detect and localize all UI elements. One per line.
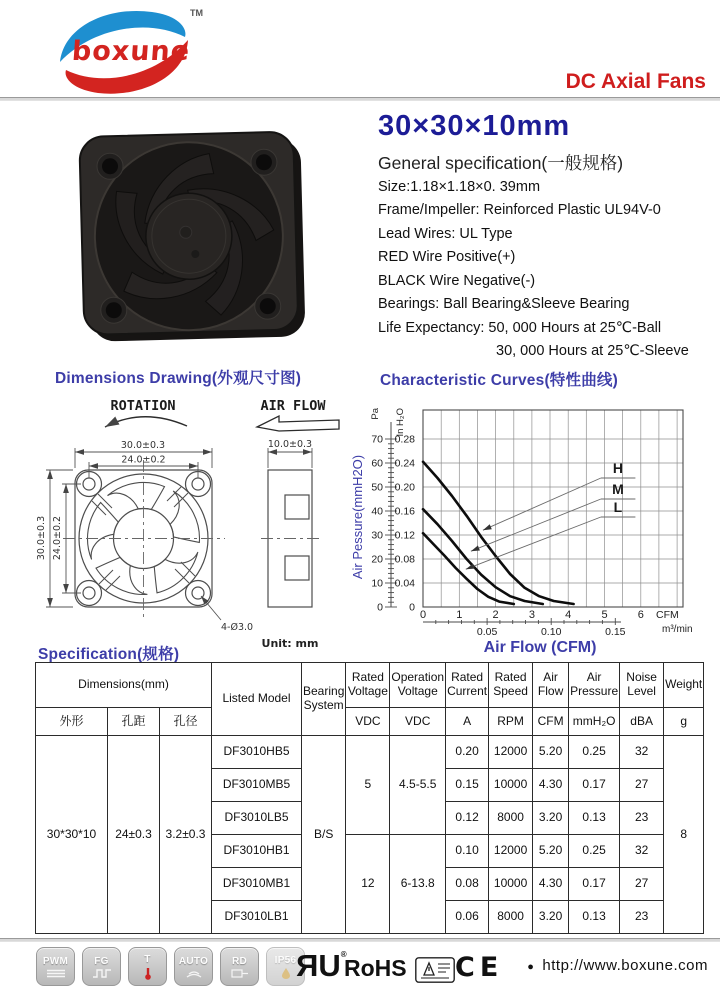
cell-model: DF3010LB1 xyxy=(212,901,302,934)
subcol-dba: dBA xyxy=(620,708,664,736)
spec-line-redwire: RED Wire Positive(+) xyxy=(378,249,516,266)
curves-chart-svg xyxy=(350,392,706,658)
cell-model: DF3010HB5 xyxy=(212,736,302,769)
svg-text:40: 40 xyxy=(371,505,383,518)
cell-noise: 32 xyxy=(620,835,664,868)
dim-thickness-label: 10.0±0.3 xyxy=(267,439,313,450)
subcol-g: g xyxy=(664,708,704,736)
svg-text:70: 70 xyxy=(371,433,383,446)
website-url[interactable]: ● http://www.boxune.com xyxy=(527,957,708,974)
cell-pressure: 0.13 xyxy=(569,901,620,934)
curves-heading: Characteristic Curves(特性曲线) xyxy=(380,372,618,389)
cell-hole-pitch: 24±0.3 xyxy=(108,736,160,934)
cell-current: 0.06 xyxy=(446,901,489,934)
brand-logo xyxy=(50,2,210,98)
svg-text:0: 0 xyxy=(419,609,427,621)
airflow-arrow-icon xyxy=(257,416,339,431)
svg-text:Air Pessure(mmH2O): Air Pessure(mmH2O) xyxy=(350,454,365,580)
product-size-title: 30×30×10mm xyxy=(378,110,571,142)
pwm-lines-icon xyxy=(46,969,66,978)
cell-voltage-12: 12 xyxy=(346,835,390,934)
cell-model: DF3010LB5 xyxy=(212,802,302,835)
cell-voltage-5-range: 4.5-5.5 xyxy=(390,736,446,835)
svg-text:60: 60 xyxy=(371,457,383,470)
cell-flow: 4.30 xyxy=(533,868,569,901)
svg-text:0.04: 0.04 xyxy=(394,577,415,590)
svg-text:In H₂O: In H₂O xyxy=(395,408,406,437)
svg-text:0.10: 0.10 xyxy=(540,626,562,638)
ce-mark: CE xyxy=(455,952,504,983)
cell-flow: 4.30 xyxy=(533,769,569,802)
subcol-hole-dia: 孔径 xyxy=(160,708,212,736)
svg-text:0.15: 0.15 xyxy=(605,626,626,638)
svg-text:5: 5 xyxy=(601,609,608,621)
cell-speed: 12000 xyxy=(489,736,533,769)
cell-model: DF3010MB1 xyxy=(212,868,302,901)
svg-text:0.28: 0.28 xyxy=(394,433,415,446)
svg-text:H: H xyxy=(612,459,623,476)
unit-note: Unit: mm xyxy=(261,637,319,650)
trademark-symbol: TM xyxy=(190,8,203,18)
svg-text:0: 0 xyxy=(377,601,383,614)
cell-flow: 5.20 xyxy=(533,835,569,868)
col-noise-level: Noise Level xyxy=(620,663,664,708)
cell-speed: 8000 xyxy=(489,802,533,835)
dimensions-drawing xyxy=(35,390,365,656)
cell-hole-dia: 3.2±0.3 xyxy=(160,736,212,934)
rohs-mark: RoHS xyxy=(344,955,407,981)
dimension-lines-side xyxy=(268,448,312,468)
cell-noise: 23 xyxy=(620,901,664,934)
subcol-vdc1: VDC xyxy=(346,708,390,736)
spec-line-blackwire: BLACK Wire Negative(-) xyxy=(378,272,536,289)
cell-noise: 27 xyxy=(620,868,664,901)
brand-name: boxune xyxy=(70,36,192,67)
cell-flow: 3.20 xyxy=(533,901,569,934)
cell-current: 0.10 xyxy=(446,835,489,868)
dimensions-heading: Dimensions Drawing(外观尺寸图) xyxy=(55,370,302,387)
spec-line-frame: Frame/Impeller: Reinforced Plastic UL94V-0 xyxy=(378,202,661,219)
airflow-label: AIR FLOW xyxy=(260,398,326,414)
svg-text:0.24: 0.24 xyxy=(394,457,415,470)
dim-hole-span-label: 24.0±0.2 xyxy=(121,454,166,466)
ip56-badge: IP56 xyxy=(266,947,305,986)
svg-text:0.12: 0.12 xyxy=(394,529,415,542)
svg-text:Pa: Pa xyxy=(370,408,381,420)
subcol-vdc2: VDC xyxy=(390,708,446,736)
cell-noise: 32 xyxy=(620,736,664,769)
svg-text:10: 10 xyxy=(371,577,383,590)
rd-icon xyxy=(231,969,249,978)
subcol-a: A xyxy=(446,708,489,736)
cell-bearing: B/S xyxy=(302,736,346,934)
spec-line-life2: 30, 000 Hours at 25℃-Sleeve xyxy=(496,343,689,360)
svg-text:1: 1 xyxy=(456,609,463,621)
thermometer-icon xyxy=(143,967,153,980)
subcol-hole-pitch: 孔距 xyxy=(108,708,160,736)
svg-text:Air Flow (CFM): Air Flow (CFM) xyxy=(483,639,597,656)
svg-text:2: 2 xyxy=(492,609,499,621)
header-divider xyxy=(0,97,720,101)
svg-text:CFM: CFM xyxy=(656,609,679,621)
pwm-badge: PWM xyxy=(36,947,75,986)
product-photo-fan xyxy=(62,126,332,358)
fan-photo-graphic xyxy=(62,126,332,358)
cell-current: 0.15 xyxy=(446,769,489,802)
cell-noise: 27 xyxy=(620,769,664,802)
dim-hole-span-v-label: 24.0±0.2 xyxy=(52,515,63,561)
ul-recognized-mark: R U ® xyxy=(296,948,347,983)
cell-speed: 8000 xyxy=(489,901,533,934)
col-bearing: Bearing System xyxy=(302,663,346,736)
subcol-rpm: RPM xyxy=(489,708,533,736)
subcol-mmh2o: mmH₂O xyxy=(569,708,620,736)
svg-text:3: 3 xyxy=(528,609,535,621)
col-operation-voltage: Operation Voltage xyxy=(390,663,446,708)
col-rated-voltage: Rated Voltage xyxy=(346,663,390,708)
spec-line-life1: Life Expectancy: 50, 000 Hours at 25℃-Ball xyxy=(378,319,662,336)
cell-current: 0.08 xyxy=(446,868,489,901)
characteristic-curves-chart xyxy=(350,392,706,658)
cell-pressure: 0.13 xyxy=(569,802,620,835)
col-air-pressure: Air Pressure xyxy=(569,663,620,708)
cell-current: 0.20 xyxy=(446,736,489,769)
cell-current: 0.12 xyxy=(446,802,489,835)
col-rated-current: Rated Current xyxy=(446,663,489,708)
water-drop-icon xyxy=(281,968,291,979)
svg-text:20: 20 xyxy=(371,553,383,566)
tuv-badge-icon xyxy=(415,957,455,983)
bullet-icon: ● xyxy=(527,961,535,973)
spec-line-leadwires: Lead Wires: UL Type xyxy=(378,225,513,242)
cell-flow: 3.20 xyxy=(533,802,569,835)
cell-flow: 5.20 xyxy=(533,736,569,769)
col-rated-speed: Rated Speed xyxy=(489,663,533,708)
general-spec-heading: General specification(一般规格) xyxy=(378,153,624,173)
svg-text:4: 4 xyxy=(565,609,572,621)
svg-text:m³/min: m³/min xyxy=(662,624,693,635)
subcol-shape: 外形 xyxy=(36,708,108,736)
cell-speed: 10000 xyxy=(489,868,533,901)
svg-text:L: L xyxy=(613,498,623,515)
cell-shape: 30*30*10 xyxy=(36,736,108,934)
page-title: DC Axial Fans xyxy=(565,70,706,93)
subcol-cfm: CFM xyxy=(533,708,569,736)
cell-model: DF3010HB1 xyxy=(212,835,302,868)
cell-noise: 23 xyxy=(620,802,664,835)
svg-text:30: 30 xyxy=(371,529,383,542)
cell-speed: 12000 xyxy=(489,835,533,868)
general-spec-list xyxy=(378,176,714,364)
cell-speed: 10000 xyxy=(489,769,533,802)
spec-table-heading: Specification(规格) xyxy=(38,646,180,663)
tuv-certification-badge xyxy=(415,957,455,988)
cell-pressure: 0.17 xyxy=(569,868,620,901)
dim-width-label: 30.0±0.3 xyxy=(120,440,166,451)
cell-voltage-5: 5 xyxy=(346,736,390,835)
col-weight: Weight xyxy=(664,663,704,708)
feature-badges xyxy=(36,947,305,986)
svg-text:0.08: 0.08 xyxy=(394,553,415,566)
svg-text:M: M xyxy=(612,480,624,497)
svg-text:0.05: 0.05 xyxy=(476,626,498,638)
spec-line-size: Size:1.18×1.18×0. 39mm xyxy=(378,179,541,195)
specification-table xyxy=(35,662,704,934)
cell-model: DF3010MB5 xyxy=(212,769,302,802)
fg-wave-icon xyxy=(92,969,112,978)
svg-text:6: 6 xyxy=(637,609,644,621)
svg-text:0: 0 xyxy=(409,601,415,614)
temperature-badge: T xyxy=(128,947,167,986)
dim-height-label: 30.0±0.3 xyxy=(36,515,47,561)
cell-pressure: 0.17 xyxy=(569,769,620,802)
cell-voltage-12-range: 6-13.8 xyxy=(390,835,446,934)
table-row xyxy=(36,736,704,769)
auto-waves-icon xyxy=(185,969,203,978)
auto-badge: AUTO xyxy=(174,947,213,986)
spec-line-bearings: Bearings: Ball Bearing&Sleeve Bearing xyxy=(378,296,630,313)
rotation-arrow-icon xyxy=(105,417,187,427)
cell-weight: 8 xyxy=(664,736,704,934)
svg-text:0.20: 0.20 xyxy=(394,481,415,494)
col-air-flow: Air Flow xyxy=(533,663,569,708)
footer-divider xyxy=(0,938,720,942)
col-dimensions: Dimensions(mm) xyxy=(36,663,212,708)
svg-text:0.16: 0.16 xyxy=(394,505,415,518)
cell-pressure: 0.25 xyxy=(569,736,620,769)
col-listed-model: Listed Model xyxy=(212,663,302,736)
rotation-label: ROTATION xyxy=(110,398,176,414)
rd-badge: RD xyxy=(220,947,259,986)
holes-note-label: 4-Ø3.0 xyxy=(221,622,254,633)
fg-badge: FG xyxy=(82,947,121,986)
svg-text:50: 50 xyxy=(371,481,383,494)
cell-pressure: 0.25 xyxy=(569,835,620,868)
